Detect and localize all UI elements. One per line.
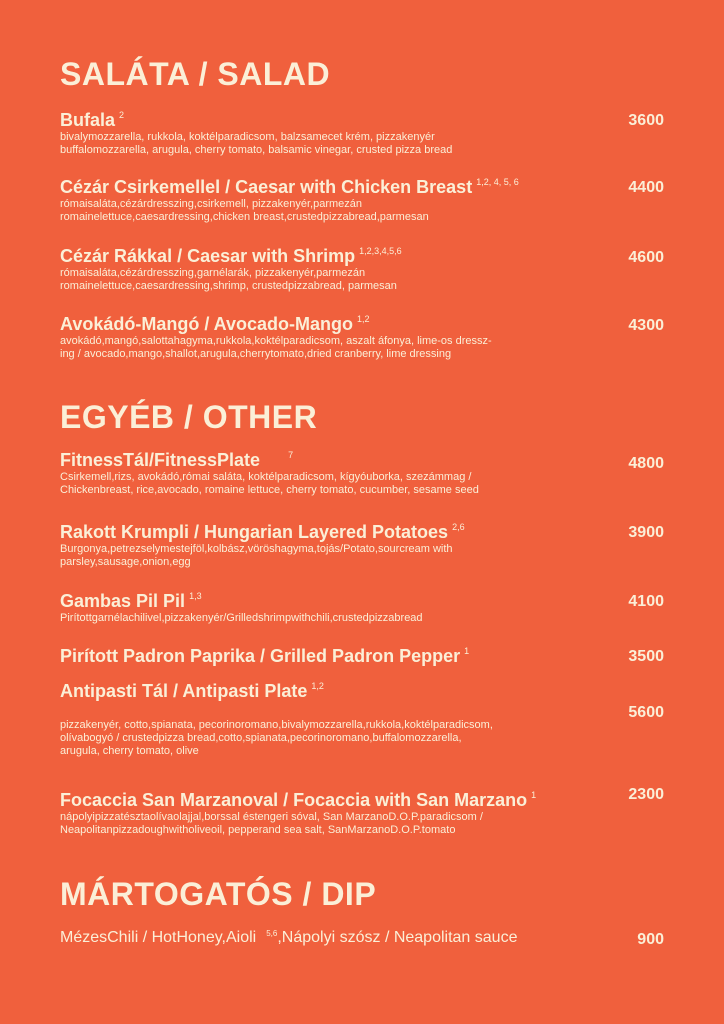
menu-item-antipasti-plate bbox=[60, 681, 600, 757]
item-description-en: arugula, cherry tomato, olive bbox=[60, 745, 199, 757]
item-price: 4400 bbox=[628, 179, 664, 196]
item-description-en: ing / avocado,mango,shallot,arugula,cherrytomato,dried cranberry, lime dressing bbox=[60, 348, 452, 360]
dip-price: 900 bbox=[637, 931, 664, 948]
dip-names: MézesChili / HotHoney,Aioli bbox=[60, 929, 257, 946]
item-name: Cézár Rákkal / Caesar with Shrimp bbox=[60, 246, 356, 266]
menu-item-caesar-chicken bbox=[60, 177, 600, 223]
item-name: FitnessTál/FitnessPlate bbox=[60, 450, 261, 470]
item-price: 3600 bbox=[628, 112, 664, 129]
item-description-en: romainelettuce,caesardressing,shrimp, crustedpizzabread, parmesan bbox=[60, 280, 397, 292]
allergen-codes: 1,2 bbox=[311, 681, 324, 691]
allergen-codes: 1 bbox=[531, 790, 537, 800]
menu-item-layered-potatoes bbox=[60, 522, 600, 568]
dip-names-continued: ,Nápolyi szósz / Neapolitan sauce bbox=[277, 929, 518, 946]
menu-item-bufala bbox=[60, 110, 600, 156]
allergen-codes: 7 bbox=[288, 450, 294, 460]
allergen-codes: 1,2 bbox=[357, 314, 370, 324]
item-price: 5600 bbox=[628, 704, 664, 721]
item-description: Pirítottgarnélachilivel,pizzakenyér/Grilledshrimpwithchili,crustedpizzabread bbox=[60, 612, 423, 624]
item-price: 4100 bbox=[628, 593, 664, 610]
section-title-other: EGYÉB / OTHER bbox=[60, 399, 318, 435]
item-name: Bufala bbox=[60, 110, 116, 130]
item-name: Rakott Krumpli / Hungarian Layered Potatoes bbox=[60, 522, 449, 542]
allergen-codes: 1,2, 4, 5, 6 bbox=[476, 177, 519, 187]
item-description-hu: avokádó,mangó,salottahagyma,rukkola,koktélparadicsom, aszalt áfonya, lime-os dressz- bbox=[60, 335, 492, 347]
item-description-en: buffalomozzarella, arugula, cherry tomato, balsamic vinegar, crusted pizza bread bbox=[60, 144, 453, 156]
item-name: Cézár Csirkemellel / Caesar with Chicken Breast bbox=[60, 177, 473, 197]
item-description-en: Chickenbreast, rice,avocado, romaine lettuce, cherry tomato, cucumber, sesame seed bbox=[60, 484, 479, 496]
item-name: Pirított Padron Paprika / Grilled Padron Pepper bbox=[60, 646, 461, 666]
item-name: Focaccia San Marzanoval / Focaccia with San Marzano bbox=[60, 790, 528, 810]
item-price: 2300 bbox=[628, 786, 664, 803]
item-description-hu: rómaisaláta,cézárdresszing,csirkemell, pizzakenyér,parmezán bbox=[60, 198, 363, 210]
menu-item-avocado-mango bbox=[60, 314, 600, 360]
item-description-hu: rómaisaláta,cézárdresszing,garnélarák, pizzakenyér,parmezán bbox=[60, 267, 366, 279]
allergen-codes: 1 bbox=[464, 646, 470, 656]
section-title-dip: MÁRTOGATÓS / DIP bbox=[60, 876, 377, 912]
item-price: 4300 bbox=[628, 317, 664, 334]
item-price: 4600 bbox=[628, 249, 664, 266]
item-price: 3900 bbox=[628, 524, 664, 541]
menu-item-padron-pepper bbox=[60, 646, 600, 666]
item-description-en: parsley,sausage,onion,egg bbox=[60, 556, 191, 568]
item-description-hu: Burgonya,petrezselymestejföl,kolbász,vöröshagyma,tojás/Potato,sourcream with bbox=[60, 543, 453, 555]
allergen-codes: 1,3 bbox=[189, 591, 202, 601]
item-name: Gambas Pil Pil bbox=[60, 591, 186, 611]
menu-item-gambas-pil-pil bbox=[60, 591, 600, 624]
allergen-codes: 2 bbox=[119, 110, 125, 120]
menu-item-focaccia bbox=[60, 790, 600, 836]
allergen-codes: 1,2,3,4,5,6 bbox=[359, 246, 402, 256]
section-title-salad: SALÁTA / SALAD bbox=[60, 56, 331, 92]
item-description-en: romainelettuce,caesardressing,chicken breast,crustedpizzabread,parmesan bbox=[60, 211, 429, 223]
item-name: Avokádó-Mangó / Avocado-Mango bbox=[60, 314, 354, 334]
menu-item-fitness-plate bbox=[60, 450, 600, 496]
item-name: Antipasti Tál / Antipasti Plate bbox=[60, 681, 308, 701]
item-description-en: Neapolitanpizzadoughwitholiveoil, pepperand sea salt, SanMarzanoD.O.P.tomato bbox=[60, 824, 456, 836]
item-description-hu: nápolyipizzatésztaolívaolajjal,borssal éstengeri sóval, San MarzanoD.O.P.paradicsom / bbox=[60, 811, 483, 823]
item-price: 4800 bbox=[628, 455, 664, 472]
item-description-mixed: olívabogyó / crustedpizza bread,cotto,spianata,pecorinoromano,buffalomozzarella, bbox=[60, 732, 462, 744]
dip-line bbox=[60, 929, 517, 947]
item-description-hu: pizzakenyér, cotto,spianata, pecorinoromano,bivalymozzarella,rukkola,koktélparadicsom, bbox=[60, 719, 493, 731]
menu-item-caesar-shrimp bbox=[60, 246, 600, 292]
allergen-codes: 5,6 bbox=[266, 929, 278, 938]
item-description-hu: Csirkemell,rizs, avokádó,római saláta, koktélparadicsom, kígyóuborka, szezámmag / bbox=[60, 471, 472, 483]
allergen-codes: 2,6 bbox=[452, 522, 465, 532]
item-price: 3500 bbox=[628, 648, 664, 665]
item-description-hu: bivalymozzarella, rukkola, koktélparadicsom, balzsamecet krém, pizzakenyér bbox=[60, 131, 435, 143]
